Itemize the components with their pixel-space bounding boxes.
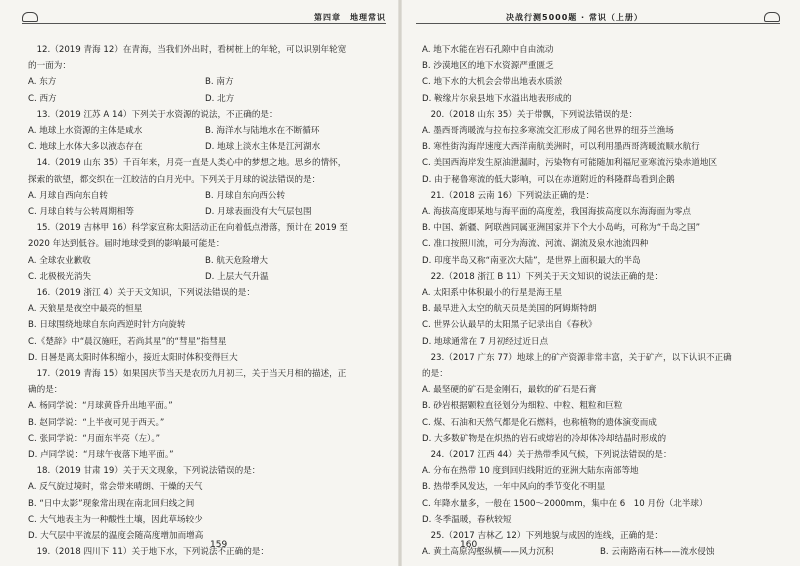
question-text: 19.（2018 四川下 11）关于地下水，下列说法不正确的是： [36,547,269,558]
option-row [28,188,382,204]
text-line: A. 反气旋过境时，常会带来晴朗、干燥的天气 [28,482,203,493]
answer-option: A. 黄土高原沟壑纵横——风力沉积 [422,547,554,558]
answer-option: D. 北方 [205,93,235,104]
answer-option: A. 全球农业歉收 [28,255,91,266]
option-row [28,123,382,139]
option-row [28,253,382,269]
answer-option: C. 地球上水体大多以液态存在 [28,142,143,153]
text-line: D. 地球通常在 7 月初经过近日点 [422,336,549,347]
question-text: 21.（2018 云南 16）下列说法正确的是： [430,190,595,201]
question-text: 24.（2017 江西 44）关于热带季风气候，下列说法错误的是： [430,450,672,461]
option-row [28,139,382,155]
text-line: B. 寒性街沟海岸速度大西洋南航美洲时，可以利用墨西哥湾暖流顺水航行 [422,142,700,153]
option-row [28,91,382,107]
question-text: 20.（2018 山东 35）关于带飘，下列说法错误的是： [430,109,638,120]
text-line: A. 最坚硬的矿石是金刚石，最软的矿石是石膏 [422,385,597,396]
book-title: 决战行测5000题 · 常识（上册） [506,13,643,22]
answer-option: D. 地球上淡水主体是江河湖水 [205,142,321,153]
text-line: 探索的欲望，都交织在一江皎洁的白月光中。下列关于月球的说法错误的是： [28,174,321,185]
text-line: A. 海拔高度即某地与海平面的高度差，我国海拔高度以东海海面为零点 [422,207,692,218]
text-line: B. 中国、新疆、阿联酋同属亚洲国家并下个大小岛屿，可称为“千岛之国” [422,223,701,234]
text-line: C.《楚辞》中“晨汉施旺，若尚其星”的“彗星”指彗星 [28,336,227,347]
answer-option: B. 海洋水与陆地水在不断循环 [205,126,320,137]
answer-option: B. 云南路南石林——流水侵蚀 [600,547,715,558]
right-page-number: 160 [460,540,478,550]
text-line: A. 太阳系中体积最小的行星是海王星 [422,288,563,299]
text-line: A. 分布在热带 10 度到回归线附近的亚洲大陆东南部等地 [422,466,639,477]
text-line: D. 日晷是离太阳时体积缩小，接近太阳时体积变得巨大 [28,352,238,363]
answer-option: C. 西方 [28,93,57,104]
answer-option: D. 上层大气升温 [205,271,269,282]
question-text: 23.（2017 广东 77）地球上的矿产资源非常丰富，关于矿产，以下认识不正确 [430,352,732,363]
text-line: B. 砂岩根据颗粒直径划分为细粒、中粒、粗粒和巨粒 [422,401,623,412]
text-line: 的是： [422,369,448,380]
text-line: C. 世界公认最早的太阳黑子记录出自《春秋》 [422,320,597,331]
right-page-header [416,10,780,26]
text-line: A. 杨同学说：“月球黄昏升出地平面。” [28,401,173,412]
answer-option: A. 地球上水资源的主体是咸水 [28,126,143,137]
question-text: 15.（2019 吉林甲 16）科学家宣称太阳活动正在向着低点滑落，预计在 2019 至 [36,223,348,234]
option-row [28,204,382,220]
text-line: C. 年降水量多，一般在 1500～2000mm，集中在 6 10 月份（北半球） [422,498,708,509]
question-text: 13.（2019 江苏 A 14）下列关于水资源的说法，不正确的是： [36,109,278,120]
question-text: 22.（2018 浙江 B 11）下列关于天文知识的说法正确的是： [430,271,664,282]
text-line: A. 天狼星是夜空中最亮的恒星 [28,304,143,315]
right-page-content [422,42,778,561]
answer-option: A. 月球自西向东自转 [28,190,108,201]
left-page-number: 159 [210,540,228,550]
text-line: C. 美国西海岸发生原油泄漏时，污染物有可能随加利福尼亚寒流污染赤道地区 [422,158,718,169]
left-page-content [28,42,382,561]
answer-option: C. 月球自转与公转周期相等 [28,207,134,218]
text-line: 确的是： [28,385,63,396]
question-text: 25.（2017 吉林乙 12）下列地貌与成因的连线，正确的是： [430,531,663,542]
question-text: 17.（2019 青海 15）如果国庆节当天是农历九月初三，关于当天月相的描述，正 [36,369,347,380]
text-line: A. 地下水能在岩石孔隙中自由流动 [422,45,554,55]
question-text: 12.（2019 青海 12）在青海，当我们外出时，看树桩上的年轮，可以识别年轮宽 [36,45,347,55]
text-line: C. 大气地表主为一种酸性土壤，因此草场较少 [28,514,203,525]
text-line: 的一面为： [28,61,71,72]
text-line: D. 印度半岛又称“南亚次大陆”，是世界上面积最大的半岛 [422,255,641,266]
left-page-header [22,10,386,26]
text-line: D. 由于秘鲁寒流的低大影响，可以在赤道附近的科隆群岛看到企鹅 [422,174,675,185]
answer-option: D. 月球表面没有大气层包围 [205,207,312,218]
text-line: B. 最早进入太空的航天员是美国的阿姆斯特朗 [422,304,597,315]
text-line: D. 鞍缘片尔泉县地下水溢出地表形成的 [422,93,572,104]
question-text: 16.（2019 浙江 4）关于天文知识，下列说法错误的是： [36,288,255,299]
answer-option: B. 月球自东向西公转 [205,190,286,201]
text-line: B. 日球围绕地球自东向西逆时针方向旋转 [28,320,186,331]
text-line: C. 地下水的大机会会带出地表水质淤 [422,77,563,88]
answer-option: C. 北极极光消失 [28,271,92,282]
text-line: 2020 年达到低谷。届时地球受到的影响最可能是： [28,239,225,250]
question-text: 14.（2019 山东 35）千百年来，月亮一直是人类心中的梦想之地。思乡的情怀， [36,158,347,169]
text-line: D. 大气层中平流层的温度会随高度增加而增高 [28,531,204,542]
question-text: 18.（2019 甘肃 19）关于天文现象，下列说法错误的是： [36,466,261,477]
option-row [28,269,382,285]
text-line: B. 赵同学说：“上半夜可见于西天。” [28,417,165,428]
text-line: D. 大多数矿物是在炽热的岩石或熔岩的冷却体冷却结晶时形成的 [422,433,667,444]
header-rule [22,23,386,24]
text-line: C. 煤、石油和天然气都是化石燃料，也称植物的遗体演变而成 [422,417,657,428]
text-line: D. 卢同学说：“月球午夜落下地平面。” [28,450,174,461]
text-line: A. 墨西哥湾暖流与拉布拉多寒流交汇形成了闻名世界的纽芬兰渔场 [422,126,674,137]
text-line: C. 准口按照川流，可分为海流、河流、湖流及泉水池流四种 [422,239,649,250]
right-page [400,0,800,566]
text-line: C. 张同学说：“月面东半亮（左）。” [28,433,161,444]
chapter-title: 第四章 地理常识 [314,13,386,22]
answer-option: B. 南方 [205,77,234,88]
option-row [28,74,382,90]
text-line: B. 沙漠地区的地下水资源严重匮乏 [422,61,554,72]
text-line: B. 热带季风发达，一年中风向的季节变化不明显 [422,482,606,493]
header-rule [416,23,780,24]
text-line: D. 冬季温暖，春秋较短 [422,514,512,525]
answer-option: A. 东方 [28,77,57,88]
text-line: B. “日中太影”现象常出现在南北回归线之间 [28,498,195,509]
answer-option: B. 航天危险增大 [205,255,268,266]
